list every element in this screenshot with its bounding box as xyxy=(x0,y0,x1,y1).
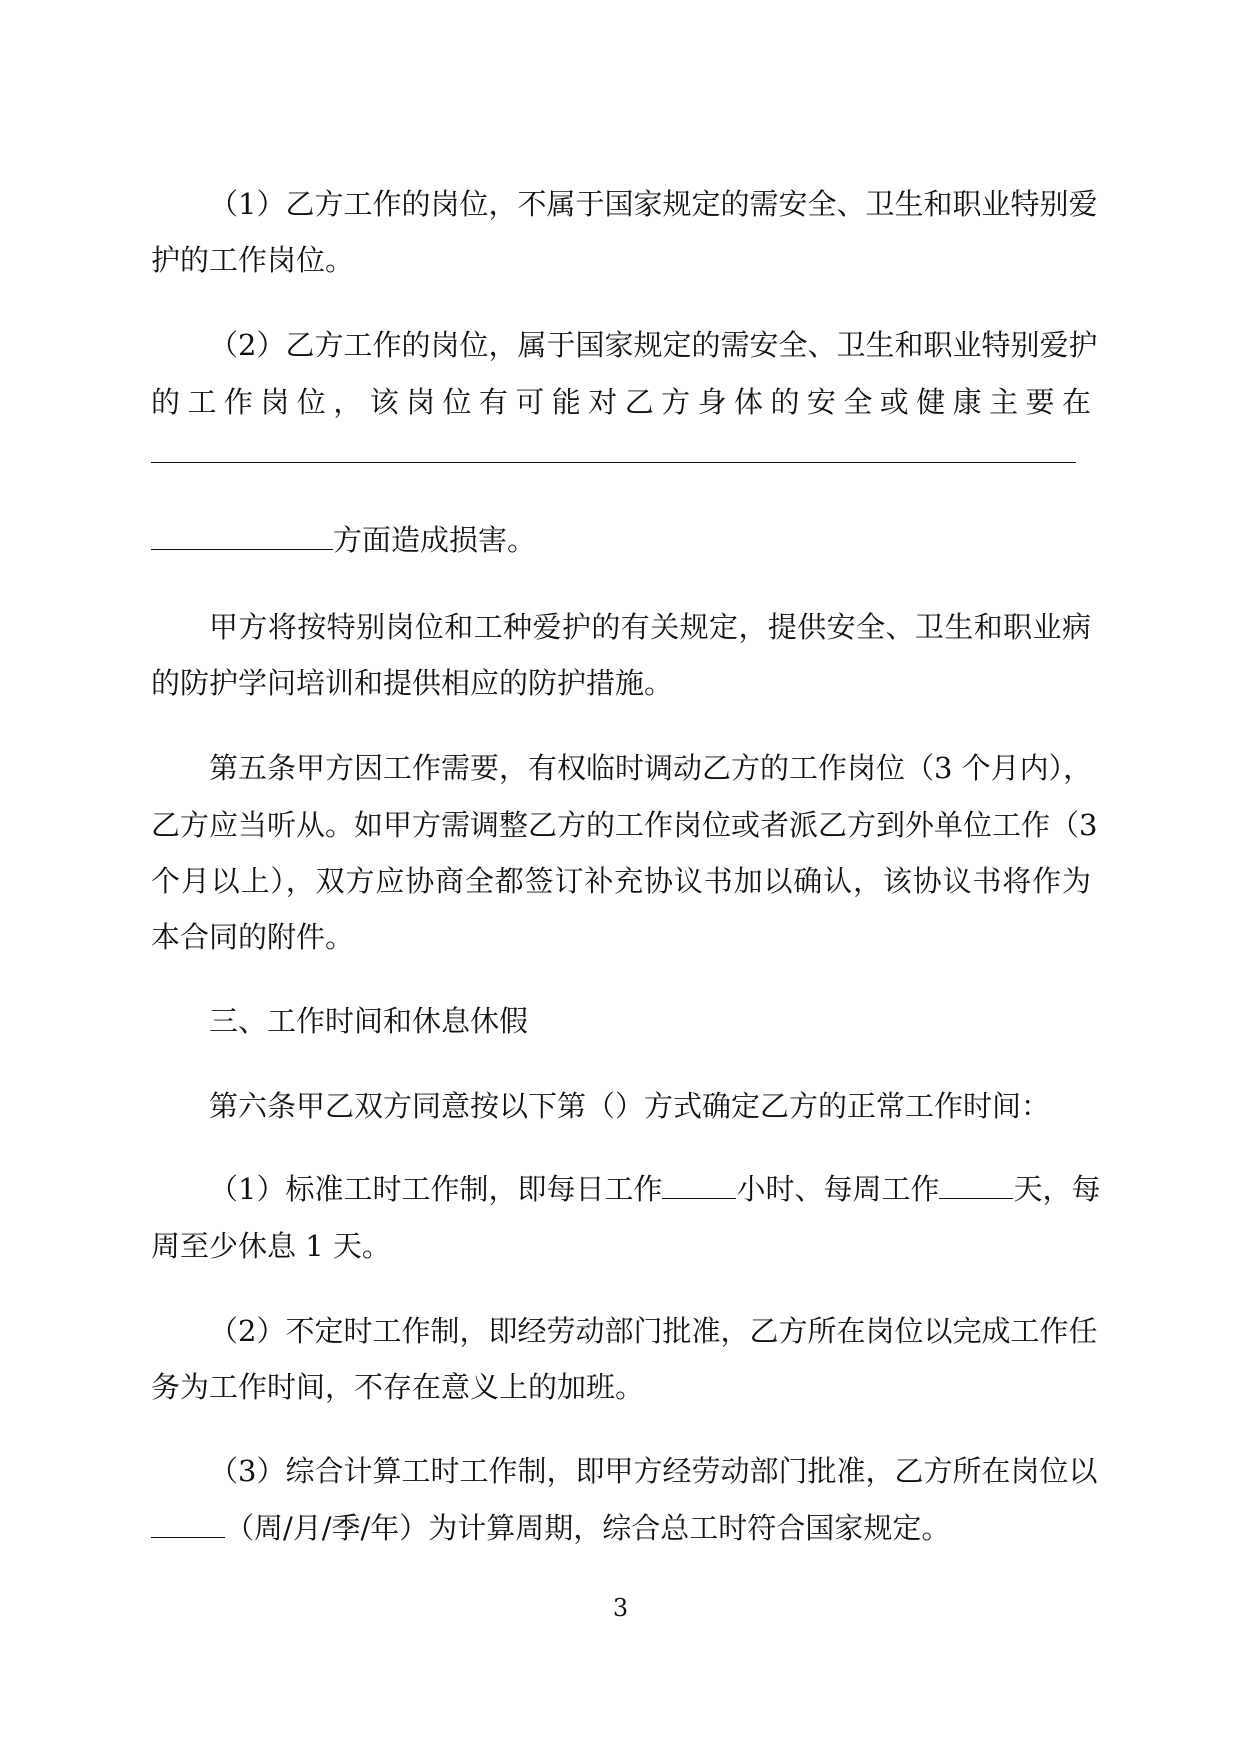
line-text: （周/月/季/年）为计算周期，综合总工时符合国家规定。 xyxy=(225,1511,951,1545)
paragraph-line: 第六条甲乙双方同意按以下第（）方式确定乙方的正常工作时间： xyxy=(209,1089,1051,1123)
section-heading: 三、工作时间和休息休假 xyxy=(209,1004,529,1038)
paragraph-line: 务为工作时间，不存在意义上的加班。 xyxy=(151,1370,645,1404)
paragraph-line: 周至少休息 1 天。 xyxy=(151,1229,391,1263)
fill-in-blank xyxy=(151,521,333,550)
paragraph-line: 第五条甲方因工作需要，有权临时调动乙方的工作岗位（3 个月内）， xyxy=(209,751,1093,785)
line-text: 天，每 xyxy=(1013,1172,1101,1206)
fill-in-blank xyxy=(939,1170,1013,1199)
paragraph-line: 乙方应当听从。如甲方需调整乙方的工作岗位或者派乙方到外单位工作（3 xyxy=(151,808,1098,842)
paragraph-line: 本合同的附件。 xyxy=(151,920,355,954)
paragraph-line: 的工作岗位，该岗位有可能对乙方身体的安全或健康主要在 xyxy=(151,385,1091,419)
fill-in-blank xyxy=(151,1509,225,1538)
paragraph-line xyxy=(151,1508,1091,1548)
paragraph-line: 的防护学问培训和提供相应的防护措施。 xyxy=(151,666,674,700)
paragraph-line xyxy=(209,1169,1101,1209)
paragraph-line: （2）不定时工作制，即经劳动部门批准，乙方所在岗位以完成工作任 xyxy=(209,1314,1098,1348)
line-text: （1）标准工时工作制，即每日工作 xyxy=(209,1172,663,1206)
paragraph-line: 个月以上），双方应协商全都签订补充协议书加以确认，该协议书将作为 xyxy=(151,864,1091,898)
paragraph-line: 护的工作岗位。 xyxy=(151,243,355,277)
fill-in-blank-rule xyxy=(151,462,1076,463)
page-number: 3 xyxy=(612,1594,629,1622)
line-text: 方面造成损害。 xyxy=(333,523,537,557)
fill-in-blank xyxy=(662,1170,736,1199)
paragraph-line: （2）乙方工作的岗位，属于国家规定的需安全、卫生和职业特别爱护 xyxy=(209,328,1098,362)
line-text: 小时、每周工作 xyxy=(736,1172,940,1206)
paragraph-line: （3）综合计算工时工作制，即甲方经劳动部门批准，乙方所在岗位以 xyxy=(209,1454,1098,1488)
paragraph-line: （1）乙方工作的岗位，不属于国家规定的需安全、卫生和职业特别爱 xyxy=(209,187,1098,221)
paragraph-line: 甲方将按特别岗位和工种爱护的有关规定，提供安全、卫生和职业病 xyxy=(209,610,1091,644)
paragraph-line xyxy=(151,520,1091,560)
